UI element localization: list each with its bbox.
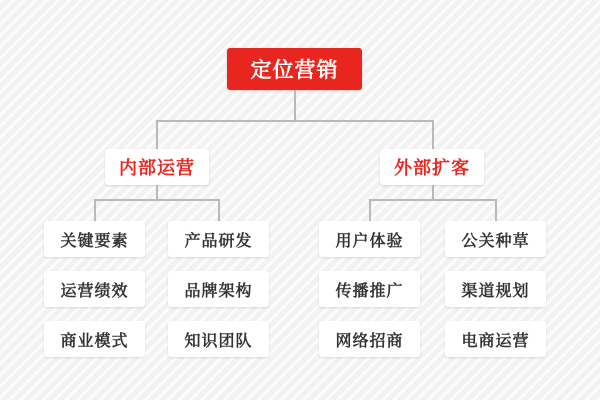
leaf-node-label: 运营绩效 [60, 282, 129, 300]
leaf-node-label: 产品研发 [184, 232, 253, 250]
leaf-node[interactable] [44, 271, 145, 307]
connector-branch-2-col-2 [495, 199, 497, 221]
branch-node-label: 外部扩客 [394, 158, 470, 178]
leaf-node[interactable] [445, 221, 546, 257]
leaf-node[interactable] [445, 321, 546, 357]
leaf-node[interactable] [319, 221, 420, 257]
connector-root-stem [294, 90, 296, 120]
root-node[interactable] [227, 48, 362, 90]
connector-branch-1-down [156, 185, 158, 199]
leaf-node-label: 关键要素 [60, 232, 129, 250]
leaf-node-label: 用户体验 [335, 232, 404, 250]
leaf-node-label: 电商运营 [461, 332, 530, 350]
connector-branch-1-bus [94, 199, 218, 201]
connector-branch-2-down [432, 185, 434, 199]
root-node-label: 定位营销 [250, 59, 339, 82]
connector-branch-1-stem [156, 120, 158, 149]
leaf-node[interactable] [445, 271, 546, 307]
connector-branch-2-bus [369, 199, 495, 201]
leaf-node-label: 公关种草 [461, 232, 530, 250]
leaf-node[interactable] [319, 271, 420, 307]
leaf-node-label: 传播推广 [335, 282, 404, 300]
connector-branch-2-stem [432, 120, 434, 149]
leaf-node[interactable] [319, 321, 420, 357]
leaf-node[interactable] [168, 271, 269, 307]
leaf-node-label: 知识团队 [184, 332, 253, 350]
leaf-node-label: 商业模式 [60, 332, 129, 350]
branch-node-internal-operations[interactable] [105, 149, 209, 185]
leaf-node[interactable] [168, 321, 269, 357]
connector-root-bus [156, 120, 433, 122]
connector-branch-1-col-2 [218, 199, 220, 221]
leaf-node-label: 网络招商 [335, 332, 404, 350]
branch-node-label: 内部运营 [119, 158, 195, 178]
leaf-node-label: 品牌架构 [184, 282, 253, 300]
leaf-node-label: 渠道规划 [461, 282, 530, 300]
leaf-node[interactable] [44, 221, 145, 257]
leaf-node[interactable] [44, 321, 145, 357]
connector-branch-2-col-1 [369, 199, 371, 221]
connector-branch-1-col-1 [94, 199, 96, 221]
leaf-node[interactable] [168, 221, 269, 257]
branch-node-external-expansion[interactable] [380, 149, 484, 185]
